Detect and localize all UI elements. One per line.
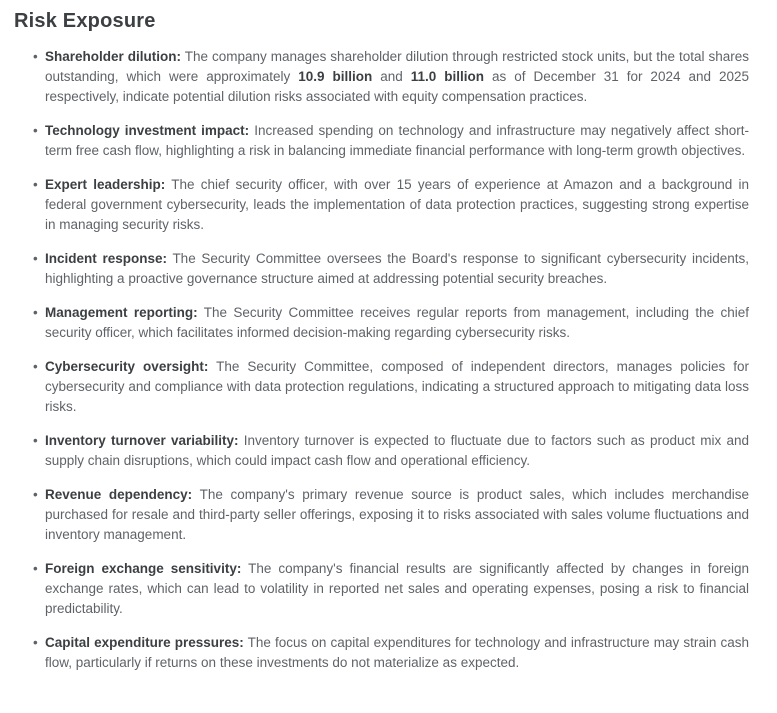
- item-label: Incident response:: [45, 251, 167, 266]
- list-item: [33, 303, 749, 343]
- item-text: The Security Committee oversees the Board's response to significant cybersecurity incidents, highlighting a proactive governance structure aimed at addressing potential security breaches.: [45, 251, 749, 286]
- bullet-icon: •: [33, 487, 38, 502]
- item-text: The Security Committee, composed of independent directors, manages policies for cybersecurity and compliance with data protection regulations, indicating a structured approach to mitigating data loss risks.: [45, 359, 749, 414]
- item-text: and: [372, 69, 411, 84]
- bullet-icon: •: [33, 635, 38, 650]
- bullet-icon: •: [33, 49, 38, 64]
- item-text: The Security Committee receives regular reports from management, including the chief security officer, which facilitates informed decision-making regarding cybersecurity risks.: [45, 305, 749, 340]
- bullet-icon: •: [33, 123, 38, 138]
- bullet-icon: •: [33, 177, 38, 192]
- item-label: Shareholder dilution:: [45, 49, 181, 64]
- list-item: [33, 47, 749, 107]
- list-item: [33, 249, 749, 289]
- item-label: Inventory turnover variability:: [45, 433, 239, 448]
- bullet-icon: •: [33, 359, 38, 374]
- list-item: [33, 485, 749, 545]
- item-text: The company's primary revenue source is product sales, which includes merchandise purchased for resale and third-party seller offerings, exposing it to risks associated with sales volume fluctuations and inventory management.: [45, 487, 749, 542]
- list-item: [33, 559, 749, 619]
- list-item: [33, 633, 749, 673]
- bullet-icon: •: [33, 433, 38, 448]
- item-text: Inventory turnover is expected to fluctuate due to factors such as product mix and supply chain disruptions, which could impact cash flow and operational efficiency.: [45, 433, 749, 468]
- bullet-icon: •: [33, 305, 38, 320]
- risk-list: [33, 47, 749, 673]
- item-label: Management reporting:: [45, 305, 198, 320]
- bullet-icon: •: [33, 251, 38, 266]
- item-label: Technology investment impact:: [45, 123, 250, 138]
- item-text: as of December 31 for 2024 and 2025 respectively, indicate potential dilution risks associated with equity compensation practices.: [45, 69, 749, 104]
- item-bold-value: 10.9 billion: [298, 69, 373, 84]
- item-bold-value: 11.0 billion: [410, 69, 485, 84]
- item-text: The chief security officer, with over 15 years of experience at Amazon and a background in federal government cybersecurity, leads the implementation of data protection practices, suggesting strong expertise in managing security risks.: [45, 177, 750, 232]
- item-label: Foreign exchange sensitivity:: [45, 561, 242, 576]
- item-label: Revenue dependency:: [45, 487, 193, 502]
- item-text: Increased spending on technology and infrastructure may negatively affect short-term free cash flow, highlighting a risk in balancing immediate financial performance with long-term growth objectives.: [45, 123, 750, 158]
- bullet-icon: •: [33, 561, 38, 576]
- item-text: The company manages shareholder dilution through restricted stock units, but the total shares outstanding, which were approximately: [45, 49, 749, 84]
- list-item: [33, 121, 749, 161]
- item-label: Cybersecurity oversight:: [45, 359, 209, 374]
- item-text: The company's financial results are significantly affected by changes in foreign exchange rates, which can lead to volatility in reported net sales and operating expenses, posing a risk to financial predictability.: [45, 561, 749, 616]
- list-item: [33, 175, 749, 235]
- item-label: Capital expenditure pressures:: [45, 635, 244, 650]
- list-item: [33, 357, 749, 417]
- item-text: The focus on capital expenditures for technology and infrastructure may strain cash flow, particularly if returns on these investments do not materialize as expected.: [45, 635, 749, 670]
- page-title: Risk Exposure: [14, 10, 156, 32]
- list-item: [33, 431, 749, 471]
- item-label: Expert leadership:: [45, 177, 166, 192]
